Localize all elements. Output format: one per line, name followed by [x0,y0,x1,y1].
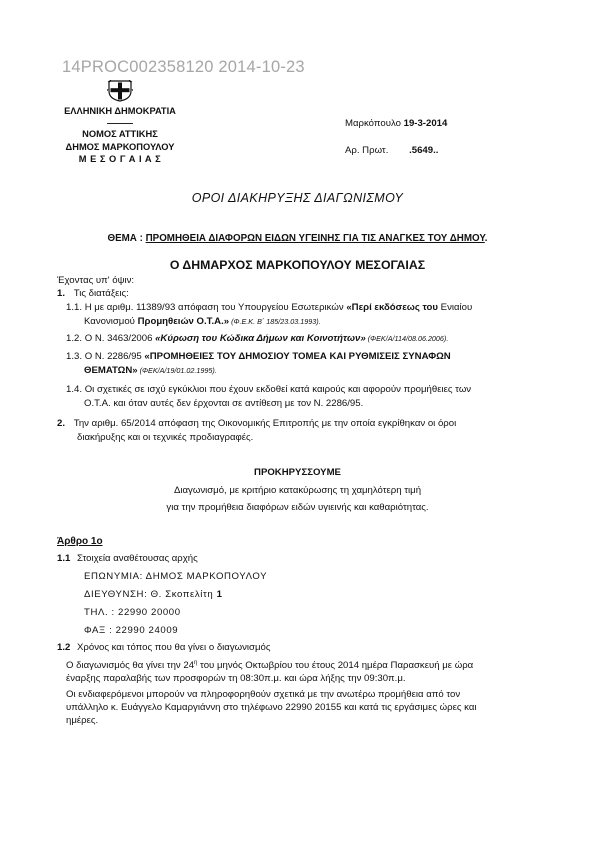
subject-line: ΘΕΜΑ : ΠΡΟΜΗΘΕΙΑ ΔΙΑΦΟΡΩΝ ΕΙΔΩΝ ΥΓΕΙΝΗΣ ΓΙΑ ΤΙΣ ΑΝΑΓΚΕΣ ΤΟΥ ΔΗΜΟΥ. [107,233,488,244]
authority-phone: ΤΗΛ. : 22990 20000 [84,607,181,618]
subitem-1-2: 1.2. Ο Ν. 3463/2006 «Κύρωση του Κώδικα Δήμων και Κοινοτήτων» (ΦΕΚ/Α/114/08.06.2006). [66,333,449,344]
header-divider [107,123,133,124]
contact-line-2: υπάλληλο κ. Ευάγγελο Καμαργιάννη στο τηλέφωνο 22990 20155 και κατά τις εργάσιμες ώρες και [66,702,477,713]
protocol-number: .5649.. [409,145,439,156]
considering-line: Έχοντας υπ' όψιν: [57,275,135,286]
subitem-1-3: 1.3. Ο Ν. 2286/95 «ΠΡΟΜΗΘΕΙΕΣ ΤΟΥ ΔΗΜΟΣΙΟΥ ΤΟΜΕΑ ΚΑΙ ΡΥΘΜΙΣΕΙΣ ΣΥΝΑΦΩΝ [66,351,451,362]
mayor-heading: Ο ΔΗΜΑΡΧΟΣ ΜΑΡΚΟΠΟΥΛΟΥ ΜΕΣΟΓΑΙΑΣ [169,258,426,272]
contest-date-line-2: έναρξης παραλαβής των προσφορών τη 08:30π.μ. και ώρα λήξης την 09:30π.μ. [66,673,406,684]
contest-date-line-1: Ο διαγωνισμός θα γίνει την $24^\eta$ του μηνός Οκτωβρίου του έτους 2014 ημέρα Παρασκευή με ώρα [66,660,474,672]
proclaim-line-1: Διαγωνισμό, με κριτήριο κατακύρωσης τη χαμηλότερη τιμή [173,485,422,496]
subject-text: ΠΡΟΜΗΘΕΙΑ ΔΙΑΦΟΡΩΝ ΕΙΔΩΝ ΥΓΕΙΝΗΣ ΓΙΑ ΤΙΣ ΑΝΑΓΚΕΣ ΤΟΥ ΔΗΜΟΥ [145,233,485,244]
prefecture-heading: ΝΟΜΟΣ ΑΤΤΙΚΗΣ [82,129,158,139]
item-1 [57,288,129,299]
doc-date: 19-3-2014 [403,118,448,129]
greek-emblem-icon [107,80,133,102]
contact-line-1: Οι ενδιαφερόμενοι μπορούν να πληροφορηθούν σχετικά με την ανωτέρω προμήθεια από τον [66,689,461,700]
subitem-1-1-cont: Κανονισμού Προμηθειών Ο.Τ.Α.» (Φ.Ε.Κ. Β΄ 185/23.03.1993). [84,316,321,327]
authority-fax: ΦΑΞ : 22990 24009 [84,625,179,636]
area-heading: Μ Ε Σ Ο Γ Α Ι Α Σ [78,154,162,164]
country-heading: ΕΛΛΗΝΙΚΗ ΔΗΜΟΚΡΑΤΙΑ [64,106,176,116]
place-label: Μαρκόπουλο [345,118,401,129]
subitem-1-4-cont: Ο.Τ.Α. και όταν αυτές δεν έρχονται σε αντίθεση με τον Ν. 2286/95. [84,398,364,409]
protocol-line [345,145,438,156]
proclaim-line-2: για την προμήθεια διαφόρων ειδών υγιεινής και καθαριότητας. [166,502,429,513]
authority-address: ΔΙΕΥΘΥΝΣΗ: Θ. Σκοπελίτη 1 [84,589,223,600]
contact-line-3: ημέρες. [66,715,99,726]
item-2-cont: διακήρυξης και οι τεχνικές προδιαγραφές. [77,432,254,443]
subject-label: ΘΕΜΑ : [107,233,143,244]
section-1-1: 1.1 Στοιχεία αναθέτουσας αρχής [57,553,198,564]
item-1-number: 1. [57,288,66,299]
item-2: 2. Την αριθμ. 65/2014 απόφαση της Οικονομικής Επιτροπής με την οποία εγκρίθηκαν οι όροι [57,418,457,429]
section-1-2: 1.2 Χρόνος και τόπος που θα γίνει ο διαγωνισμός [57,642,271,653]
document-title: ΟΡΟΙ ΔΙΑΚΗΡΥΞΗΣ ΔΙΑΓΩΝΙΣΜΟΥ [191,191,404,205]
item-1-text: Τις διατάξεις: [73,288,129,299]
municipality-heading: ΔΗΜΟΣ ΜΑΡΚΟΠΟΥΛΟΥ [65,142,175,152]
protocol-stamp: 14PROC002358120 2014-10-23 [62,58,305,76]
protocol-label: Αρ. Πρωτ. [345,145,389,156]
authority-name: ΕΠΩΝΥΜΙΑ: ΔΗΜΟΣ ΜΑΡΚΟΠΟΥΛΟΥ [84,571,268,582]
subitem-1-1: 1.1. Η με αριθμ. 11389/93 απόφαση του Υπουργείου Εσωτερικών «Περί εκδόσεως του Ενιαίου [66,302,473,313]
subitem-1-4: 1.4. Οι σχετικές σε ισχύ εγκύκλιοι που έχουν εκδοθεί κατά καιρούς και αφορούν προμήθειες των [66,384,472,395]
date-line [345,118,447,129]
article-1-heading: Άρθρο 1ο [57,536,103,547]
subitem-1-3-cont: ΘΕΜΑΤΩΝ» (ΦΕΚ/Α/19/01.02.1995). [84,365,217,376]
proclaim-heading: ΠΡΟΚΗΡΥΣΣΟΥΜΕ [254,467,341,478]
